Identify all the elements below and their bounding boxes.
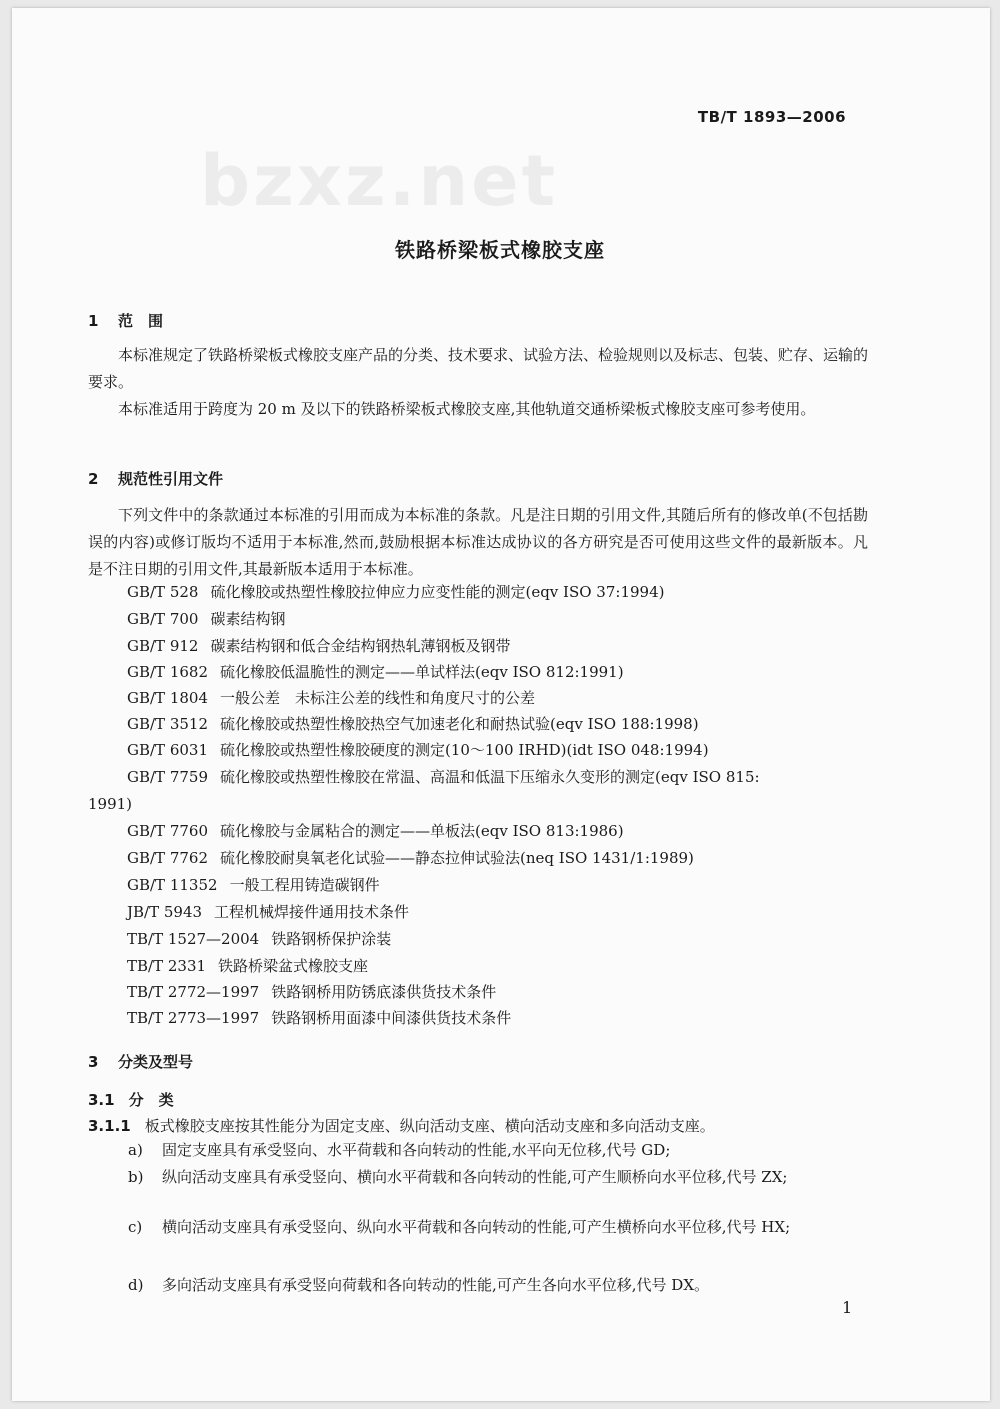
clause-number: 3.1 [88,1091,115,1109]
list-item-text: 固定支座具有承受竖向、水平荷载和各向转动的性能,水平向无位移,代号 GD; [162,1141,671,1159]
paragraph: 本标准适用于跨度为 20 m 及以下的铁路桥梁板式橡胶支座,其他轨道交通桥梁板式橡胶支座可参考使用。 [118,400,816,418]
reference-title: 硫化橡胶或热塑性橡胶在常温、高温和低温下压缩永久变形的测定(eqv ISO 815: [220,768,760,786]
section-label: 分类及型号 [118,1053,194,1071]
reference-title: 一般公差 未标注公差的线性和角度尺寸的公差 [220,689,536,707]
reference-item [127,821,624,841]
reference-code: GB/T 6031 [127,741,209,759]
reference-title: 碳素结构钢和低合金结构钢热轧薄钢板及钢带 [210,637,511,655]
reference-item [127,982,496,1002]
list-marker: d) [128,1276,144,1294]
reference-title: 铁路钢桥用面漆中间漆供货技术条件 [271,1009,512,1027]
list-marker: c) [128,1218,143,1236]
clause-text: 板式橡胶支座按其性能分为固定支座、纵向活动支座、横向活动支座和多向活动支座。 [144,1117,715,1135]
reference-title: 硫化橡胶耐臭氧老化试验——静态拉伸试验法(neq ISO 1431/1:1989) [220,849,694,867]
reference-item [127,848,694,868]
list-item [128,1214,870,1241]
reference-code: TB/T 1527—2004 [127,930,260,948]
reference-item [127,582,664,602]
watermark: bzxz.net [200,140,559,222]
reference-title: 铁路钢桥保护涂装 [271,930,392,948]
section-label: 范 围 [118,312,164,330]
standard-code: TB/T 1893—2006 [697,108,846,126]
reference-code: GB/T 7759 [127,768,209,786]
reference-title: 铁路钢桥用防锈底漆供货技术条件 [271,983,497,1001]
clause-3-1-1 [88,1115,715,1136]
reference-item [127,956,368,976]
reference-code: GB/T 912 [127,637,199,655]
reference-title: 碳素结构钢 [210,610,286,628]
reference-title: 硫化橡胶与金属粘合的测定——单板法(eqv ISO 813:1986) [220,822,624,840]
reference-title: 硫化橡胶或热塑性橡胶硬度的测定(10～100 IRHD)(idt ISO 048:1994) [220,741,709,759]
reference-title: 工程机械焊接件通用技术条件 [214,903,410,921]
reference-code: GB/T 3512 [127,715,209,733]
reference-code: TB/T 2772—1997 [127,983,260,1001]
document-title: 铁路桥梁板式橡胶支座 [395,238,605,262]
section-number: 1 [88,312,99,330]
section-1-heading [88,310,163,331]
reference-item [127,1008,511,1028]
reference-title: 铁路桥梁盆式橡胶支座 [218,957,369,975]
reference-item [127,875,380,895]
list-item [128,1164,870,1191]
reference-item [127,609,285,629]
reference-code: TB/T 2773—1997 [127,1009,260,1027]
list-marker: a) [128,1141,143,1159]
reference-code: TB/T 2331 [127,957,207,975]
list-item [128,1272,870,1299]
reference-item [127,929,391,949]
reference-code: GB/T 1682 [127,663,209,681]
subsection-3-1 [88,1089,174,1110]
list-item-text: 纵向活动支座具有承受竖向、横向水平荷载和各向转动的性能,可产生顺桥向水平位移,代号 ZX; [162,1168,788,1186]
reference-item [127,740,709,760]
reference-item [127,636,510,656]
reference-code: GB/T 11352 [127,876,218,894]
reference-title: 硫化橡胶或热塑性橡胶热空气加速老化和耐热试验(eqv ISO 188:1998) [220,715,699,733]
reference-title: 一般工程用铸造碳钢件 [229,876,380,894]
reference-item [127,688,535,708]
reference-code: GB/T 528 [127,583,199,601]
list-item-text: 横向活动支座具有承受竖向、纵向水平荷载和各向转动的性能,可产生横桥向水平位移,代号 HX; [162,1218,791,1236]
reference-title: 硫化橡胶或热塑性橡胶拉伸应力应变性能的测定(eqv ISO 37:1994) [210,583,665,601]
reference-item [127,767,760,787]
list-marker: b) [128,1168,144,1186]
reference-code: GB/T 700 [127,610,199,628]
reference-title: 硫化橡胶低温脆性的测定——单试样法(eqv ISO 812:1991) [220,663,624,681]
list-item [128,1137,870,1164]
reference-code: GB/T 1804 [127,689,209,707]
clause-label: 分 类 [128,1091,174,1109]
reference-code: JB/T 5943 [127,903,203,921]
section-2-heading [88,468,223,489]
section-label: 规范性引用文件 [118,470,224,488]
page-number: 1 [842,1298,853,1317]
reference-item [127,714,699,734]
list-item-text: 多向活动支座具有承受竖向荷载和各向转动的性能,可产生各向水平位移,代号 DX。 [162,1276,710,1294]
paragraph: 本标准规定了铁路桥梁板式橡胶支座产品的分类、技术要求、试验方法、检验规则以及标志、包装、贮存、运输的要求。 [88,346,869,391]
reference-code: GB/T 7762 [127,849,209,867]
reference-item [127,662,624,682]
section-number: 2 [88,470,99,488]
reference-continuation: 1991) [88,795,133,813]
clause-number: 3.1.1 [88,1117,131,1135]
section-3-heading [88,1051,193,1072]
reference-item [127,902,409,922]
section-number: 3 [88,1053,99,1071]
paragraph: 下列文件中的条款通过本标准的引用而成为本标准的条款。凡是注日期的引用文件,其随后所有的修改单(不包括勘误的内容)或修订版均不适用于本标准,然而,鼓励根据本标准达成协议的各方研究是否可使用这些文件的最新版本。凡是不注日期的引用文件,其最新版本适用于本标准。 [88,506,868,578]
reference-code: GB/T 7760 [127,822,209,840]
